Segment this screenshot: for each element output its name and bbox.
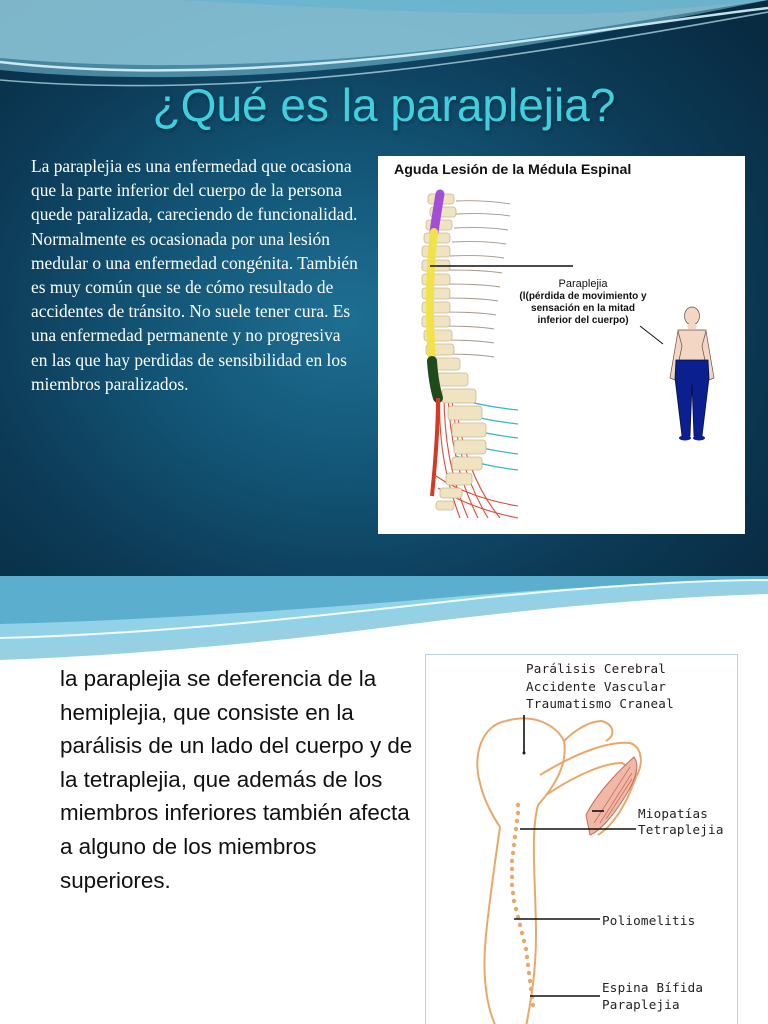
label-poliomelitis: Poliomelitis <box>602 913 696 928</box>
label-paralisis-cerebral: Parálisis Cerebral <box>526 661 667 676</box>
label-miopatias: Miopatías <box>638 806 709 821</box>
slide-2 <box>0 576 768 1024</box>
person-icon <box>670 307 714 441</box>
label-paraplejia: Paraplejia <box>602 997 680 1012</box>
label-espina-bifida: Espina Bífida <box>602 980 704 995</box>
label-traumatismo-craneal: Traumatismo Craneal <box>526 696 674 711</box>
label-tetraplejia: Tetraplejia <box>638 822 724 837</box>
slide-2-paragraph: la paraplejia se deferencia de la hemiplejia, que consiste en la parálisis de un lado del cuerpo y de la tetraplejia, que además de los miembros inferiores también afecta a alguno de los miembros superiores. <box>60 666 413 893</box>
spinal-injury-figure <box>378 156 745 534</box>
spinal-cord-illustration <box>378 156 745 534</box>
callout-title: Paraplejia <box>558 278 608 290</box>
paraplejia-callout <box>518 278 648 327</box>
callout-description: (l(pérdida de movimiento y sensación en la mitad inferior del cuerpo) <box>519 291 647 326</box>
label-accidente-vascular: Accidente Vascular <box>526 679 667 694</box>
slide-1-paragraph: La paraplejia es una enfermedad que ocasiona que la parte inferior del cuerpo de la persona quede paralizada, careciendo de funcionalidad. Normalmente es ocasionada por una lesión medular o una enfermedad congénita. También es muy común que se de cómo resultado de accidentes de tránsito. No suele tener cura. Es una enfermedad permanente y no progresiva en las que hay perdidas de sensibilidad en los miembros paralizados. <box>31 156 358 394</box>
top-wave-decoration-2 <box>0 576 768 666</box>
slide-1-title: ¿Qué es la paraplejia? <box>152 79 616 131</box>
neurology-anatomy-figure <box>425 654 738 1024</box>
figure-title: Aguda Lesión de la Médula Espinal <box>394 162 632 178</box>
